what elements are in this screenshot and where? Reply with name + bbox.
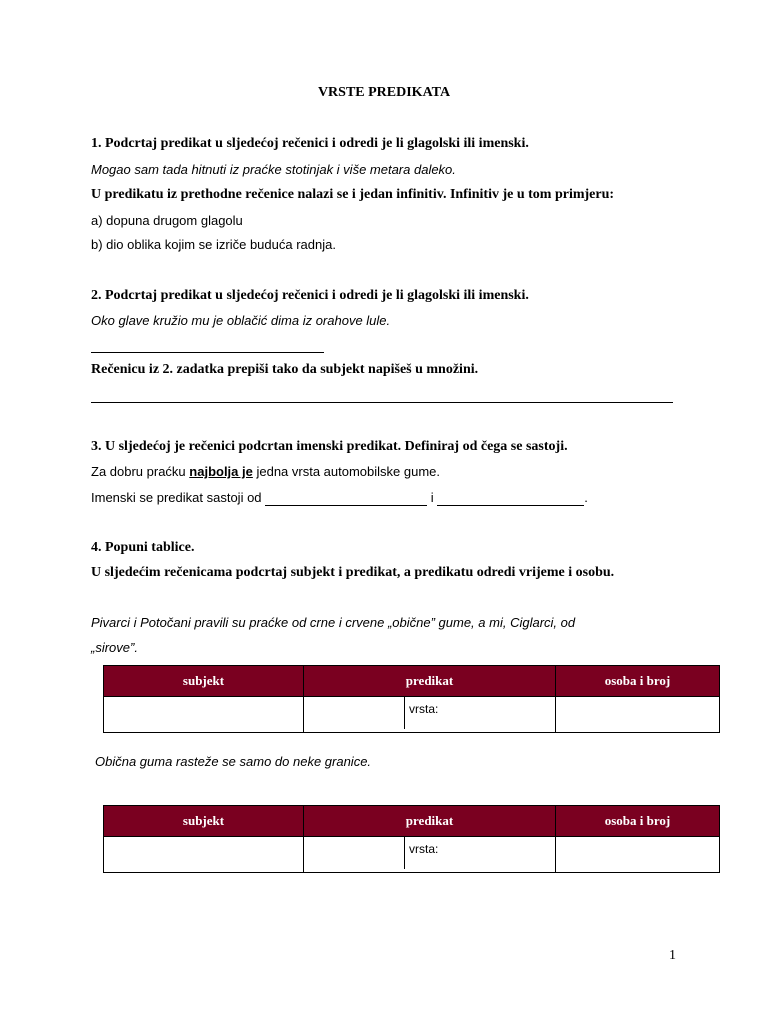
task3-heading: 3. U sljedećoj je rečenici podcrtan imenski predikat. Definiraj od čega se sastoji.: [91, 439, 568, 454]
table1-header-person-number: osoba i broj: [556, 666, 720, 697]
table1-header-predicate: predikat: [304, 666, 556, 697]
task2-sentence: Oko glave kružio mu je oblačić dima iz orahove lule.: [91, 313, 391, 328]
task3-sentence-end: jedna vrsta automobilske gume.: [252, 464, 441, 479]
task3-underlined-predicate: najbolja je: [189, 464, 253, 479]
task1-option-a[interactable]: a) dopuna drugom glagolu: [91, 213, 243, 228]
task3-blank-2[interactable]: [437, 490, 584, 506]
table1-predicate-answer[interactable]: [304, 697, 405, 729]
table2-person-number-cell[interactable]: [556, 837, 720, 873]
table1-header-subject: subjekt: [104, 666, 304, 697]
task4-sentence1-line1: Pivarci i Potočani pravili su praćke od crne i crvene „obične” gume, a mi, Ciglarci, od: [91, 615, 576, 630]
task4-sentence1-line2: „sirove”.: [91, 640, 138, 655]
task3-fill-prefix: Imenski se predikat sastoji od: [91, 490, 266, 505]
task1-option-b[interactable]: b) dio oblika kojim se izriče buduća radnja.: [91, 237, 336, 252]
table2-predicate-cell[interactable]: [304, 837, 556, 873]
task3-blank-1[interactable]: [265, 490, 427, 506]
task3-fill-join: i: [427, 490, 438, 505]
table2-header-predicate: predikat: [304, 806, 556, 837]
page-title: VRSTE PREDIKATA: [317, 85, 451, 100]
task4-heading: 4. Popuni tablice.: [91, 540, 195, 555]
task2-rewrite-line[interactable]: [91, 402, 673, 403]
task2-instruction: Rečenicu iz 2. zadatka prepiši tako da subjekt napišeš u množini.: [91, 362, 479, 377]
table1-subject-cell[interactable]: [104, 697, 304, 733]
task4-table-1: [103, 665, 720, 733]
table2-predicate-type[interactable]: vrsta:: [409, 842, 439, 856]
task3-fill-line: [91, 490, 588, 506]
task1-sentence: Mogao sam tada hitnuti iz praćke stotinjak i više metara daleko.: [91, 162, 456, 177]
table2-header-person-number: osoba i broj: [556, 806, 720, 837]
task3-sentence: [91, 464, 440, 479]
task3-sentence-start: Za dobru praćku: [91, 464, 190, 479]
table1-predicate-cell[interactable]: [304, 697, 556, 733]
table1-predicate-type[interactable]: vrsta:: [409, 702, 439, 716]
task4-table-2: [103, 805, 720, 873]
task4-sentence2: Obična guma rasteže se samo do neke granice.: [95, 754, 372, 769]
table2-header-subject: subjekt: [104, 806, 304, 837]
task4-instruction: U sljedećim rečenicama podcrtaj subjekt i predikat, a predikatu odredi vrijeme i osobu.: [91, 565, 615, 580]
task2-answer-line[interactable]: [91, 352, 324, 353]
table2-predicate-answer[interactable]: [304, 837, 405, 869]
page-number: 1: [669, 948, 676, 963]
task2-heading: 2. Podcrtaj predikat u sljedećoj rečenici i odredi je li glagolski ili imenski.: [91, 288, 529, 303]
task1-heading: 1. Podcrtaj predikat u sljedećoj rečenici i odredi je li glagolski ili imenski.: [91, 136, 529, 151]
task1-question: U predikatu iz prethodne rečenice nalazi se i jedan infinitiv. Infinitiv je u tom primjeru:: [91, 187, 615, 202]
table1-person-number-cell[interactable]: [556, 697, 720, 733]
task3-fill-end: .: [584, 490, 588, 505]
table2-subject-cell[interactable]: [104, 837, 304, 873]
